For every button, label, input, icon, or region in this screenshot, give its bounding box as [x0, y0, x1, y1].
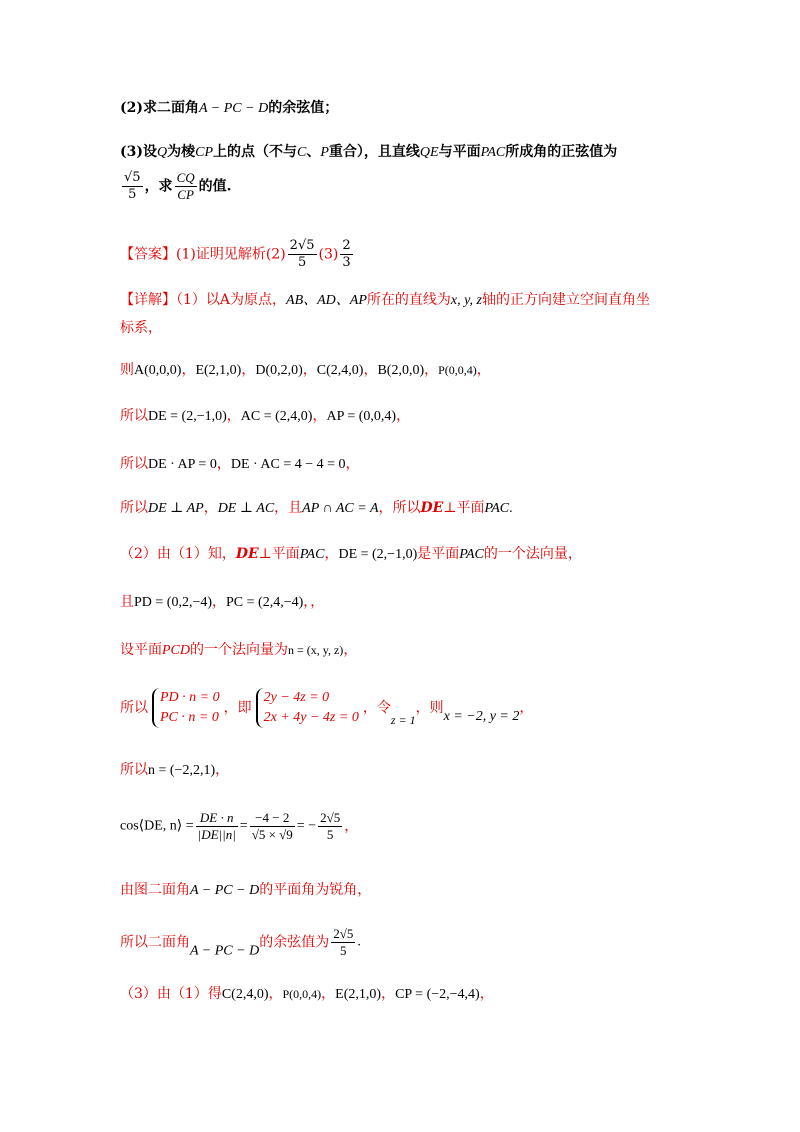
text: 设平面	[120, 642, 162, 658]
text: ，且	[274, 500, 303, 516]
normal-n: n = (x, y, z)	[288, 643, 344, 657]
text: 的余弦值为	[259, 934, 330, 951]
frac-values	[250, 810, 295, 843]
question-2	[120, 98, 338, 119]
detail-line-6	[120, 498, 513, 519]
z-eq: z = 1	[390, 713, 416, 727]
system-1	[152, 688, 220, 728]
text: （2）由（1）知，	[120, 546, 236, 562]
frac-den: 5	[297, 255, 307, 270]
sep: ，	[312, 408, 327, 424]
frac-num: DE · n	[196, 810, 238, 827]
frac-den: 5	[340, 943, 347, 958]
q3-t5: 与平面	[438, 144, 481, 160]
de-bold: DE	[235, 546, 259, 562]
point-c: C(2,4,0)	[316, 363, 364, 378]
vec-pd: PD = (0,2,−4)	[134, 595, 213, 610]
sep: ，	[324, 546, 339, 562]
point-e: E(2,1,0)	[335, 987, 382, 1002]
text: ，令	[362, 700, 391, 716]
text: 且	[120, 594, 134, 610]
vec-pc: PC = (2,4,−4)	[226, 595, 304, 610]
plane-pac: PAC	[299, 547, 325, 562]
text: 的一个法向量，	[483, 546, 582, 562]
frac-den: √5 × √9	[251, 827, 293, 842]
system-2	[256, 688, 359, 728]
detail-line-9	[120, 640, 357, 661]
vec-cp: CP = (−2,−4,4)	[395, 987, 480, 1002]
answer-frac-2	[288, 238, 317, 271]
angle-expr: A − PC − D	[190, 883, 260, 898]
detail-line-8	[120, 592, 324, 613]
frac-sqrt5-over-5	[122, 170, 143, 203]
frac-num: 2√5	[289, 238, 315, 253]
detail-tag: 【详解】	[120, 292, 176, 308]
q3-t7: ，求	[144, 178, 173, 195]
eq: 2x + 4y − 4z = 0	[263, 710, 359, 725]
vec-de: DE = (2,−1,0)	[148, 409, 227, 424]
sep: ，	[381, 986, 396, 1002]
eq: 2y − 4z = 0	[263, 690, 330, 705]
perp2: DE ⊥ AC	[217, 501, 275, 516]
text: 所以	[120, 408, 148, 424]
text: 所以	[120, 762, 148, 778]
detail-line-1	[120, 290, 650, 311]
equals-neg: = −	[296, 818, 317, 834]
text: 的平面角为锐角，	[259, 882, 372, 898]
text: （3）由（1）得	[120, 986, 222, 1002]
q3-c: C	[297, 145, 307, 160]
detail-line-12	[120, 810, 358, 843]
answer-part3: (3)	[318, 246, 339, 263]
text: ，则	[415, 700, 444, 716]
text: 的一个法向量为	[190, 642, 288, 658]
detail-line-15	[120, 984, 494, 1005]
frac-num: √5	[124, 170, 141, 185]
text: ⊥平面	[258, 546, 300, 562]
sep: ，	[302, 362, 317, 378]
vec-de: DE = (2,−1,0)	[338, 547, 418, 562]
q3-t2: 上的点（不与	[213, 144, 298, 160]
sep: ，	[212, 594, 227, 610]
dot-de-ac: DE · AC = 4 − 4 = 0	[230, 457, 346, 472]
detail-line-13	[120, 880, 371, 901]
frac-num: CQ	[176, 170, 195, 185]
equals: =	[239, 818, 248, 834]
detail-line-3	[120, 360, 491, 381]
detail-line-11	[120, 760, 229, 781]
question-3-line2	[120, 170, 232, 203]
q3-p: P	[320, 145, 329, 160]
frac-den: 5	[128, 187, 137, 202]
frac-den: 5	[326, 827, 334, 842]
cos-expr: cos⟨DE, n⟩ =	[120, 818, 194, 834]
frac-num: 2√5	[333, 926, 354, 941]
period: .	[509, 501, 513, 516]
de-bold: DE	[420, 500, 444, 516]
text: 所以二面角	[120, 934, 190, 951]
normal-n-value: n = (−2,2,1)	[148, 763, 216, 778]
frac-dot-over-norm	[196, 810, 238, 843]
detail-line-5	[120, 454, 360, 475]
q3-qe: QE	[419, 145, 439, 160]
point-p: P(0,0,4)	[282, 987, 322, 1001]
text: ，即	[223, 700, 252, 716]
dot-de-ap: DE · AP = 0	[148, 457, 217, 472]
plane-pac: PAC	[459, 547, 484, 562]
text: 则	[120, 362, 134, 378]
detail-l1d: x, y, z	[450, 293, 483, 308]
sep: ，	[396, 408, 411, 424]
text: 是平面	[417, 546, 460, 562]
q2-expr: A − PC − D	[199, 101, 269, 116]
sep: ，	[268, 986, 283, 1002]
frac-cq-over-cp	[175, 170, 197, 203]
point-d: D(0,2,0)	[255, 363, 303, 378]
sep: ，	[241, 362, 256, 378]
q3-q: Q	[157, 145, 168, 160]
point-p: P(0,0,4)	[438, 363, 477, 377]
detail-l1a: （1）以A为原点，	[176, 292, 287, 308]
sep: ，	[479, 986, 494, 1002]
sep: ，	[181, 362, 196, 378]
answer-frac-3	[340, 238, 352, 271]
sep: ，，	[303, 594, 325, 610]
q3-label: (3)设	[120, 144, 157, 160]
frac-num: −4 − 2	[250, 810, 295, 827]
eq: PC · n = 0	[160, 710, 219, 725]
frac-result	[318, 810, 342, 843]
text: 由图二面角	[120, 882, 190, 898]
angle-expr: A − PC − D	[190, 943, 260, 959]
detail-l1e: 轴的正方向建立空间直角坐	[482, 292, 651, 308]
sep: ，	[226, 408, 241, 424]
sep: ，	[476, 362, 491, 378]
q3-t6: 所成角的正弦值为	[505, 144, 618, 160]
text: ，所以	[378, 500, 421, 516]
q3-t4: 重合），且直线	[328, 144, 420, 160]
detail-line-10	[120, 688, 533, 730]
text: ⊥平面	[443, 500, 485, 516]
sep: ，	[363, 362, 378, 378]
sep: ，	[343, 642, 358, 658]
text: 所以	[120, 700, 148, 716]
point-b: B(2,0,0)	[377, 363, 425, 378]
question-3-line1	[120, 142, 617, 163]
sep: ，	[344, 818, 359, 835]
text: ，	[519, 700, 534, 716]
sep: ，	[216, 456, 231, 472]
frac-den: |DE||n|	[197, 827, 236, 842]
point-c: C(2,4,0)	[221, 987, 269, 1002]
vec-ac: AC = (2,4,0)	[240, 409, 313, 424]
xy-eq: x = −2, y = 2	[443, 709, 520, 724]
detail-line-4	[120, 406, 410, 427]
detail-l2: 标系，	[120, 320, 162, 336]
frac-num: 2√5	[320, 810, 341, 825]
text: 所以	[120, 500, 148, 516]
sep: ，	[203, 500, 218, 516]
plane-pcd: PCD	[162, 643, 190, 658]
point-a: A(0,0,0)	[134, 363, 182, 378]
point-e: E(2,1,0)	[195, 363, 242, 378]
frac-cos-value	[331, 926, 355, 959]
sep: ，	[321, 986, 336, 1002]
vec-ap: AP = (0,0,4)	[326, 409, 397, 424]
eq: PD · n = 0	[160, 690, 220, 705]
q2-label: (2)求二面角	[120, 100, 199, 116]
intersect: AP ∩ AC = A	[302, 501, 379, 516]
sep: ，	[215, 762, 230, 778]
detail-line-14	[120, 926, 361, 962]
q3-t3: 、	[306, 144, 321, 160]
sep: ，	[345, 456, 360, 472]
detail-l1b: AB、AD、AP	[286, 293, 367, 308]
answer-tag: 【答案】	[120, 246, 176, 263]
q2-tail: 的余弦值；	[268, 100, 339, 116]
answer-line	[120, 238, 355, 271]
q3-pac: PAC	[480, 145, 506, 160]
q3-t1: 为棱	[167, 144, 196, 160]
answer-part1: (1)证明见解析(2)	[176, 246, 286, 263]
q3-t8: 的值.	[198, 178, 232, 195]
perp1: DE ⊥ AP	[148, 501, 204, 516]
frac-num: 2	[342, 238, 351, 253]
period: .	[357, 934, 361, 950]
plane-pac: PAC	[484, 501, 510, 516]
detail-line-2	[120, 318, 162, 338]
q3-cp: CP	[195, 145, 214, 160]
frac-den: CP	[177, 187, 194, 202]
detail-l1c: 所在的直线为	[366, 292, 451, 308]
text: 所以	[120, 456, 148, 472]
detail-line-7	[120, 544, 582, 565]
sep: ，	[424, 362, 439, 378]
frac-den: 3	[342, 255, 351, 270]
